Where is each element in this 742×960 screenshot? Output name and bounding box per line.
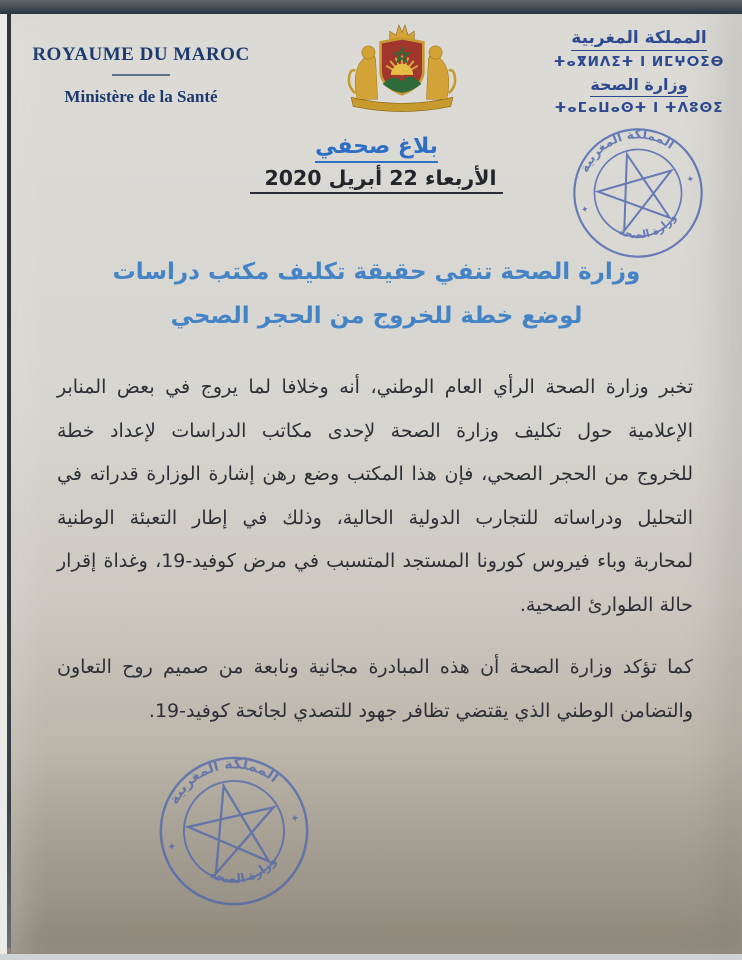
ministry-name-fr: Ministère de la Santé (64, 87, 218, 106)
stamp-top-text: المملكة المغربية (576, 126, 678, 175)
press-release-page (11, 14, 742, 954)
country-name-fr: ROYAUME DU MAROC (32, 44, 250, 65)
release-date: الأربعاء 22 أبريل 2020 (250, 166, 502, 194)
letterhead-french (21, 44, 261, 107)
photo-top-edge (0, 0, 742, 15)
paragraph-line: الإعلامية حول تكليف وزارة الصحة لإحدى مكاتب الدراسات لإعداد خطة (57, 419, 693, 442)
paragraph-line: للخروج من الحجر الصحي، فإن هذا المكتب وضع رهن إشارة الوزارة قدراته في (57, 463, 693, 485)
photo-bottom-edge (0, 954, 742, 960)
ministry-stamp (142, 739, 327, 924)
stamp-separator-left: ✦ (579, 203, 591, 217)
paragraph-line: حالة الطوارئ الصحية. (519, 593, 693, 616)
press-release-label: بلاغ صحفي (315, 134, 438, 163)
ministry-name-ar: وزارة الصحة (590, 75, 687, 97)
body-paragraph-1 (57, 366, 693, 627)
photo-left-edge (0, 14, 7, 960)
title-line-2: لوضع خطة للخروج من الحجر الصحي (170, 303, 583, 329)
paragraph-line: تخبر وزارة الصحة الرأي العام الوطني، أنه وخلافا لما يروج في بعض المنابر (57, 376, 693, 398)
country-name-tifinagh: ⵜⴰⴳⵍⴷⵉⵜ ⵏ ⵍⵎⵖⵔⵉⴱ (553, 54, 725, 70)
coat-of-arms-icon (343, 22, 461, 116)
stamp-separator-left: ✦ (166, 840, 178, 854)
title-line-1: وزارة الصحة تنفي حقيقة تكليف مكتب دراسات (112, 259, 641, 285)
stamp-bottom-text: وزارة الصحة (207, 853, 280, 887)
stamp-top-text: المملكة المغربية (166, 756, 282, 808)
body-paragraph-2 (57, 646, 693, 733)
paragraph-line: كما تؤكد وزارة الصحة أن هذه المبادرة مجانية ونابعة من صميم روح التعاون (57, 656, 693, 678)
paragraph-line: لمحاربة وباء فيروس كورونا المستجد المتسبب في مرض كوفيد-19، وغداة إقرار (57, 550, 694, 572)
press-release-title (11, 250, 742, 338)
paragraph-line: التحليل ودراساته للتجارب الدولية الحالية، وذلك في إطار التعبئة الوطنية (57, 506, 693, 529)
letterhead-arabic (539, 28, 739, 116)
ministry-name-tifinagh: ⵜⴰⵎⴰⵡⴰⵙⵜ ⵏ ⵜⴷⵓⵙⵉ (554, 100, 724, 116)
stamp-bottom-text: وزارة الصحة (617, 211, 679, 242)
country-name-ar: المملكة المغربية (571, 28, 706, 51)
stamp-separator-right: ✦ (289, 811, 301, 826)
letterhead-divider (112, 74, 170, 76)
stamp-separator-right: ✦ (685, 173, 696, 187)
paragraph-line: والتضامن الوطني الذي يقتضي تظافر جهود للتصدي لجائحة كوفيد-19. (148, 699, 693, 722)
